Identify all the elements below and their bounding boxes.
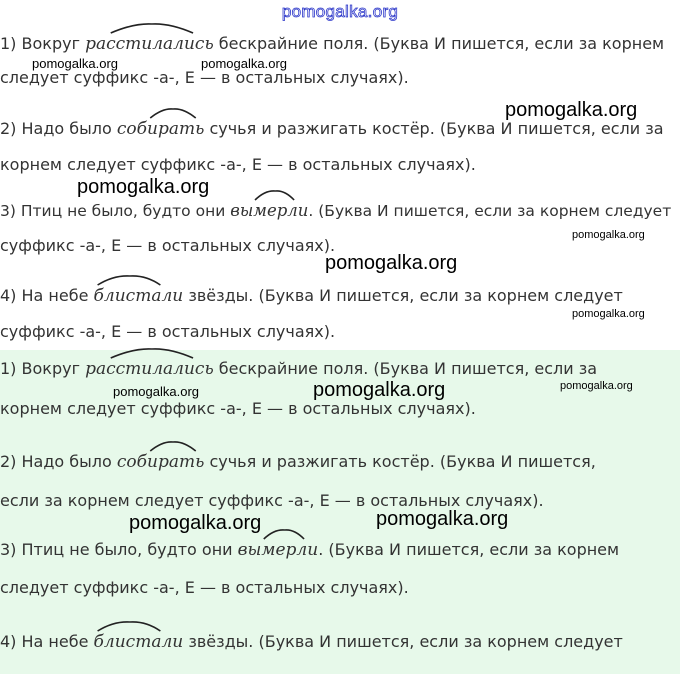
root-word: блистали [94, 286, 184, 306]
line-a3b: суффикс -а-, Е — в остальных случаях). [0, 236, 336, 255]
watermark: pomogalka.org [572, 229, 645, 241]
line-a4b: суффикс -а-, Е — в остальных случаях). [0, 322, 336, 341]
line-a2: 2) Надо было собирать сучья и разжигать костёр. (Буква И пишется, если за [0, 119, 664, 139]
root-word: расстилались [85, 359, 214, 379]
root-word: расстилались [85, 34, 214, 54]
header-watermark: pomogalka.org [281, 2, 399, 21]
watermark: pomogalka.org [572, 308, 645, 320]
line-b3: 3) Птиц не было, будто они вымерли. (Буква И пишется, если за корнем [0, 540, 619, 560]
watermark: pomogalka.org [560, 380, 633, 392]
line-a3: 3) Птиц не было, будто они вымерли. (Буква И пишется, если за корнем следует [0, 201, 671, 221]
watermark: pomogalka.org [505, 99, 638, 121]
line-a2b: корнем следует суффикс -а-, Е — в остальных случаях). [0, 155, 476, 174]
line-b3b: следует суффикс -а-, Е — в остальных случаях). [0, 578, 409, 597]
line-a1b: следует суффикс -а-, Е — в остальных случаях). [0, 68, 409, 87]
watermark: pomogalka.org [313, 379, 446, 401]
watermark: pomogalka.org [129, 512, 262, 534]
watermark: pomogalka.org [201, 56, 287, 71]
line-a4: 4) На небе блистали звёзды. (Буква И пишется, если за корнем следует [0, 286, 623, 306]
line-b1: 1) Вокруг расстилались бескрайние поля. (Буква И пишется, если за [0, 359, 597, 379]
line-b2: 2) Надо было собирать сучья и разжигать костёр. (Буква И пишется, [0, 452, 596, 472]
root-word: вымерли [230, 201, 308, 221]
root-word: вымерли [238, 540, 319, 560]
watermark: pomogalka.org [77, 176, 210, 198]
line-a1: 1) Вокруг расстилались бескрайние поля. (Буква И пишется, если за корнем [0, 34, 664, 54]
root-word: блистали [94, 632, 184, 652]
line-b4: 4) На небе блистали звёзды. (Буква И пишется, если за корнем следует [0, 632, 623, 652]
root-word: собирать [117, 119, 204, 139]
watermark: pomogalka.org [32, 56, 118, 71]
watermark: pomogalka.org [376, 508, 509, 530]
line-b1b: корнем следует суффикс -а-, Е — в остальных случаях). [0, 399, 476, 418]
root-word: собирать [117, 452, 204, 472]
watermark: pomogalka.org [113, 384, 199, 399]
line-b2b: если за корнем следует суффикс -а-, Е — в остальных случаях). [0, 491, 544, 510]
watermark: pomogalka.org [325, 252, 458, 274]
